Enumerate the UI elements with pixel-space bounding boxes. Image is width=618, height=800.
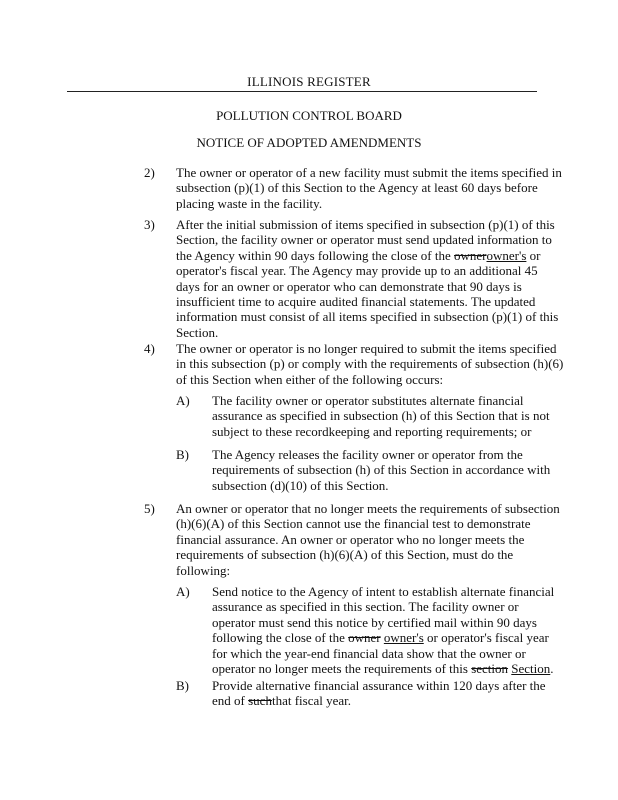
text-segment: or operator's fiscal year (423, 630, 549, 646)
deleted-text: such (248, 693, 272, 709)
inserted-text: owner's (486, 247, 527, 263)
text-line: insufficient time to acquire audited financial statements. The updated (176, 294, 536, 310)
text-line: The Agency releases the facility owner or operator from the (212, 447, 523, 462)
text-line-amended (212, 630, 549, 646)
paragraph-text (212, 584, 555, 677)
inserted-text: owner's (383, 630, 424, 646)
text-line: assurance as specified in this section. The facility owner or (212, 599, 519, 615)
paragraph-text (176, 165, 562, 211)
paragraph-label: A) (176, 584, 190, 599)
text-line: placing waste in the facility. (176, 195, 323, 211)
text-segment: operator no longer meets the requirements of this (212, 661, 472, 677)
header-rule (67, 91, 537, 92)
text-line: An owner or operator that no longer meets the requirements of subsection (176, 501, 560, 516)
text-segment: end of (212, 693, 249, 709)
paragraph-text (212, 447, 551, 493)
text-line: following: (176, 562, 231, 578)
paragraph-text (212, 678, 546, 709)
deleted-text: owner (348, 630, 381, 646)
text-line: Section. (176, 324, 219, 340)
paragraph-label: 5) (144, 501, 155, 516)
text-line: After the initial submission of items specified in subsection (p)(1) of this (176, 217, 555, 232)
paragraph-label: B) (176, 447, 189, 462)
text-segment: following the close of the (212, 630, 349, 646)
paragraph-text (212, 393, 550, 439)
paragraph-text (176, 217, 559, 340)
text-line: operator's fiscal year. The Agency may provide up to an additional 45 (176, 263, 538, 279)
deleted-text: owner (454, 247, 487, 263)
paragraph-text (176, 341, 564, 387)
text-line: The owner or operator of a new facility must submit the items specified in (176, 165, 562, 180)
board-name: POLLUTION CONTROL BOARD (216, 108, 402, 123)
text-line: requirements of subsection (h) of this Section in accordance with (212, 462, 551, 478)
text-line: financial assurance. An owner or operator who no longer meets the (176, 531, 525, 547)
deleted-text: section (471, 661, 509, 677)
text-line: requirements of subsection (h)(6)(A) of this Section, must do the (176, 547, 514, 563)
text-line: subsection (d)(10) of this Section. (212, 477, 389, 493)
text-line: The facility owner or operator substitutes alternate financial (212, 393, 524, 408)
text-line-amended (212, 693, 536, 708)
paragraph-label: B) (176, 678, 189, 693)
paragraph-label: 4) (144, 341, 155, 356)
text-line: information must consist of all items specified in subsection (p)(1) of this (176, 309, 559, 325)
paragraph-label: 3) (144, 217, 155, 232)
text-line: days for an owner or operator who can demonstrate that 90 days is (176, 278, 522, 294)
text-line: Provide alternative financial assurance within 120 days after the (212, 678, 546, 693)
register-title: ILLINOIS REGISTER (247, 74, 371, 89)
text-line: for which the year-end financial data show that the owner or (212, 645, 526, 661)
text-line: The owner or operator is no longer required to submit the items specified (176, 341, 557, 356)
text-line: in this subsection (p) or comply with the requirements of subsection (h)(6) (176, 356, 564, 372)
text-line: of this Section when either of the following occurs: (176, 371, 444, 387)
text-segment: the Agency within 90 days following the close of the (176, 247, 455, 263)
text-line: Send notice to the Agency of intent to establish alternate financial (212, 584, 555, 599)
text-line: subject to these recordkeeping and reporting requirements; or (212, 423, 532, 439)
text-line: assurance as specified in subsection (h) of this Section that is not (212, 408, 550, 424)
notice-title: NOTICE OF ADOPTED AMENDMENTS (196, 135, 422, 150)
text-line: operator must send this notice by certified mail within 90 days (212, 614, 537, 630)
paragraph-text (176, 501, 560, 578)
text-line: subsection (p)(1) of this Section to the Agency at least 60 days before (176, 180, 538, 196)
text-line: (h)(6)(A) of this Section cannot use the financial test to demonstrate (176, 516, 531, 532)
text-segment: that fiscal year. (271, 693, 352, 709)
text-segment: . (550, 661, 554, 677)
text-line-amended (212, 661, 554, 677)
text-line-amended (176, 247, 541, 263)
inserted-text: Section (511, 661, 551, 677)
paragraph-label: A) (176, 393, 190, 408)
text-line: Section, the facility owner or operator must send updated information to (176, 232, 552, 248)
paragraph-label: 2) (144, 165, 155, 180)
text-segment: or (526, 247, 541, 263)
